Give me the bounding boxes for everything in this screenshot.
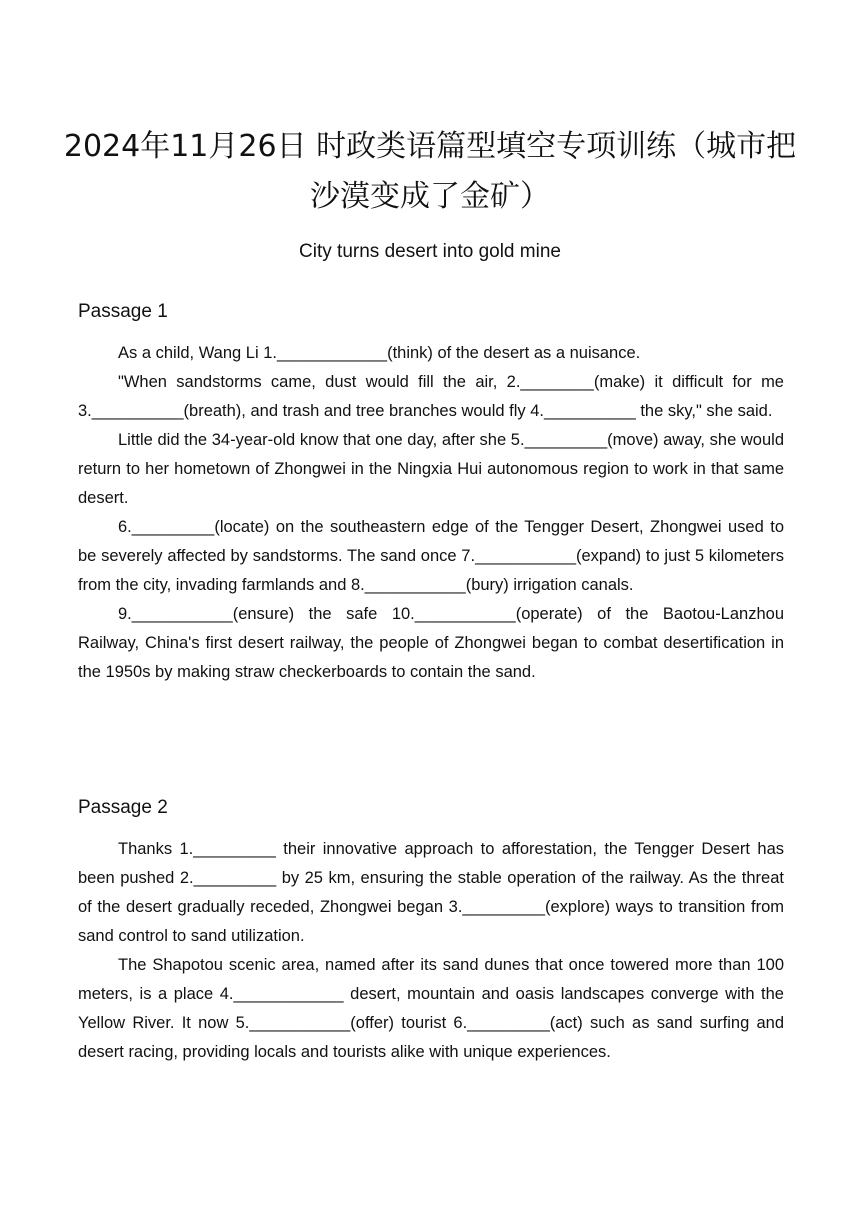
passage-1-body bbox=[78, 339, 784, 687]
passage-2-paragraph: The Shapotou scenic area, named after its sand dunes that once towered more than 100 meters, is a place 4.____________ desert, mountain and oasis landscapes converge with the Yellow River. It now 5.___________(offer) tourist 6._________(act) such as sand surfing and desert racing, providing locals and tourists alike with unique experiences. bbox=[78, 956, 784, 1061]
passage-1-paragraph: As a child, Wang Li 1.____________(think) of the desert as a nuisance. bbox=[118, 344, 641, 362]
passage-2-body bbox=[78, 835, 784, 1067]
passage-1-paragraph: Little did the 34-year-old know that one day, after she 5._________(move) away, she would return to her hometown of Zhongwei in the Ningxia Hui autonomous region to work in that same desert. bbox=[78, 431, 784, 507]
passage-2-paragraph: Thanks 1._________ their innovative approach to afforestation, the Tengger Desert has been pushed 2._________ by 25 km, ensuring the stable operation of the railway. As the threat of the desert gradually receded, Zhongwei began 3._________(explore) ways to transition from sand control to sand utilization. bbox=[78, 840, 784, 945]
passage-1-heading: Passage 1 bbox=[78, 301, 168, 322]
document-subtitle: City turns desert into gold mine bbox=[299, 241, 561, 262]
document-title: 2024年11月26日 时政类语篇型填空专项训练（城市把沙漠变成了金矿） bbox=[63, 129, 797, 214]
passage-1-paragraph: 6._________(locate) on the southeastern edge of the Tengger Desert, Zhongwei used to be severely affected by sandstorms. The sand once 7.___________(expand) to just 5 kilometers from the city, invading farmlands and 8.___________(bury) irrigation canals. bbox=[78, 518, 784, 594]
passage-1-paragraph: 9.___________(ensure) the safe 10.___________(operate) of the Baotou-Lanzhou Railway, China's first desert railway, the people of Zhongwei began to combat desertification in the 1950s by making straw checkerboards to contain the sand. bbox=[78, 605, 784, 681]
passage-1-paragraph: "When sandstorms came, dust would fill the air, 2.________(make) it difficult for me 3.__________(breath), and trash and tree branches would fly 4.__________ the sky," she said. bbox=[78, 373, 784, 420]
passage-2-heading: Passage 2 bbox=[78, 797, 168, 818]
